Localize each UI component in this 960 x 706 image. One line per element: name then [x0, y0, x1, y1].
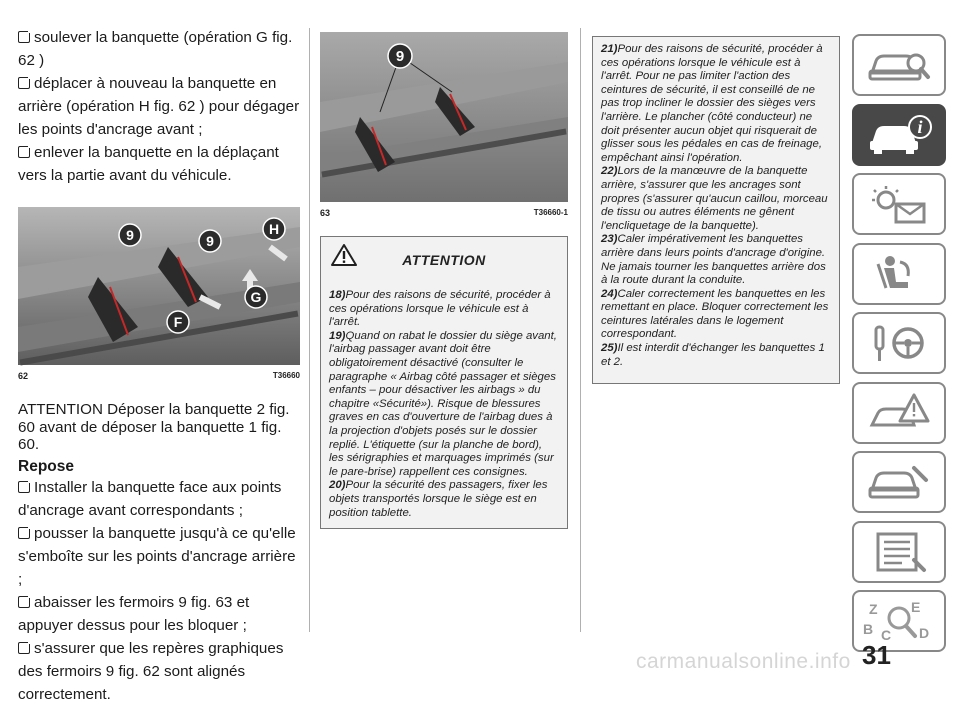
step-item: déplacer à nouveau la banquette en arrière (opération H fig. 62 ) pour dégager les points d'ancrage avant ;	[18, 75, 300, 138]
note-item: 20)Pour la sécurité des passagers, fixer les objets transportés lorsque le siège est en position tablette.	[329, 479, 548, 519]
svg-text:G: G	[250, 289, 262, 305]
step-item: enlever la banquette en la déplaçant vers la partie avant du véhicule.	[18, 144, 279, 184]
car-wrench-icon	[864, 460, 934, 504]
callout-h	[263, 218, 285, 240]
alphabetical-index-icon	[859, 596, 939, 646]
step-item: pousser la banquette jusqu'à ce qu'elle s'emboîte sur les points d'ancrage arrière ;	[18, 524, 296, 588]
attention-box	[320, 236, 568, 529]
airbag-seat-icon	[864, 252, 934, 296]
checkbox-bullet-icon	[18, 31, 30, 43]
callout-9	[388, 44, 412, 68]
checkbox-bullet-icon	[18, 527, 30, 539]
column-divider-2	[580, 28, 581, 632]
checkbox-bullet-icon	[18, 596, 30, 608]
step-item: abaisser les fermoirs 9 fig. 63 et appuyer dessus pour les bloquer ;	[18, 593, 250, 634]
chapter-tab-starting-driving[interactable]	[852, 312, 946, 374]
figure-code: T36660-1	[533, 208, 568, 217]
svg-text:F: F	[173, 314, 183, 330]
note-item: 18)Pour des raisons de sécurité, procéder à ces opérations lorsque le véhicule est à l'arrêt.	[329, 289, 551, 329]
chapter-tab-car-search[interactable]	[852, 34, 946, 96]
figure-62-caption	[18, 371, 300, 381]
figure-63	[320, 32, 568, 202]
checkbox-bullet-icon	[18, 481, 30, 493]
note-item: 21)Pour des raisons de sécurité, procéder à ces opérations lorsque le véhicule est à l'arrêt. Pour ne pas limiter l'action des ceintures de sécurité, il est conseillé de ne pas trop incliner le dossier des sièges vers l'arrière. Le plancher (côté conducteur) ne doit présenter aucun objet qui risquerait de glisser sous les pédales en cas de freinage, empêchant ainsi l'opération.	[601, 43, 823, 164]
warning-triangle-icon	[331, 243, 357, 267]
figure-number: 62	[18, 371, 29, 381]
attention-header	[321, 237, 567, 283]
figure-63-caption	[320, 208, 568, 218]
note-item: 23)Caler impérativement les banquettes arrière dans leurs points d'ancrage d'origine. Ne jamais tourner les banquettes arrière dos à la route durant la conduite.	[601, 233, 826, 287]
chapter-tab-warning-lights[interactable]	[852, 173, 946, 235]
column-left	[18, 22, 300, 706]
chapter-tab-emergency[interactable]	[852, 382, 946, 444]
checkbox-bullet-icon	[18, 642, 30, 654]
step-item: s'assurer que les repères graphiques des fermoirs 9 fig. 62 sont alignés correctement.	[18, 639, 284, 703]
warning-triangle-icon	[864, 391, 934, 435]
note-item: 22)Lors de la manœuvre de la banquette arrière, s'assurer que les ancrages sont propres (s'assurer qu'aucun caillou, morceau de tissu ou autres éléments ne gênent l'encliquetage de la banquette).	[601, 165, 828, 232]
repose-heading: Repose	[18, 457, 74, 475]
note-item: 25)Il est interdit d'échanger les banquettes 1 et 2.	[601, 342, 825, 368]
chapter-tab-maintenance[interactable]	[852, 451, 946, 513]
note-item: 24)Caler correctement les banquettes en les remettant en place. Bloquer correctement les ceintures latérales dans le logement correspondant.	[601, 287, 829, 341]
watermark: carmanualsonline.info	[636, 650, 851, 673]
removal-steps	[18, 26, 300, 187]
attention-notes	[593, 37, 839, 383]
svg-text:9: 9	[206, 233, 214, 249]
column-right	[592, 22, 840, 384]
attention-notes	[321, 283, 567, 528]
column-middle	[320, 22, 568, 529]
checkbox-bullet-icon	[18, 146, 30, 158]
svg-text:E: E	[911, 599, 921, 615]
callout-f	[167, 311, 189, 333]
svg-text:H: H	[268, 221, 280, 237]
step-item: Installer la banquette face aux points d'ancrage avant correspondants ;	[18, 478, 282, 519]
seat-anchor-illustration	[18, 207, 300, 365]
repose-steps	[18, 476, 300, 706]
step-item: soulever la banquette (opération G fig. 62 )	[18, 29, 293, 69]
car-search-icon	[864, 43, 934, 87]
chapter-tab-safety[interactable]	[852, 243, 946, 305]
svg-text:Z: Z	[869, 601, 878, 617]
svg-text:B: B	[863, 621, 874, 637]
page-number: 31	[862, 640, 891, 670]
figure-62	[18, 207, 300, 365]
warning-lights-message-icon	[864, 182, 934, 226]
column-divider-1	[309, 28, 310, 632]
svg-text:i: i	[917, 116, 923, 137]
svg-text:9: 9	[395, 48, 405, 65]
callout-9-a	[119, 224, 141, 246]
attention-box-continued	[592, 36, 840, 384]
callout-9-b	[199, 230, 221, 252]
chapter-tab-car-info[interactable]	[852, 104, 946, 166]
figure-code: T36660	[272, 371, 300, 380]
svg-text:D: D	[919, 625, 930, 641]
svg-text:9: 9	[126, 227, 134, 243]
car-info-icon	[864, 113, 934, 157]
checkbox-bullet-icon	[18, 77, 30, 89]
chapter-sidebar	[852, 34, 946, 660]
chapter-tab-specifications[interactable]	[852, 521, 946, 583]
key-steering-wheel-icon	[864, 321, 934, 365]
specifications-list-icon	[864, 530, 934, 574]
callout-g	[245, 286, 267, 308]
note-item: 19)Quand on rabat le dossier du siège avant, l'airbag passager avant doit être obligatoirement désactivé (consulter le paragraphe « Airbag côté passager et sièges enfants – pour désactiver les airbags » du chapitre «Sécurité»). Risque de blessures graves en cas d'ouverture de l'airbag dues à la projection d'objets posés sur le dossier replié. L'étiquette (sur la planche de bord), les sérigraphies et marquages imprimés (sur le pare-brise) rappellent ces consignes.	[329, 329, 557, 478]
attention-title: ATTENTION	[402, 252, 486, 268]
svg-text:C: C	[881, 627, 892, 643]
figure-number: 63	[320, 208, 331, 218]
attention-paragraph: ATTENTION Déposer la banquette 2 fig. 60 avant de déposer la banquette 1 fig. 60.	[18, 401, 290, 453]
seat-latch-illustration	[320, 32, 568, 202]
